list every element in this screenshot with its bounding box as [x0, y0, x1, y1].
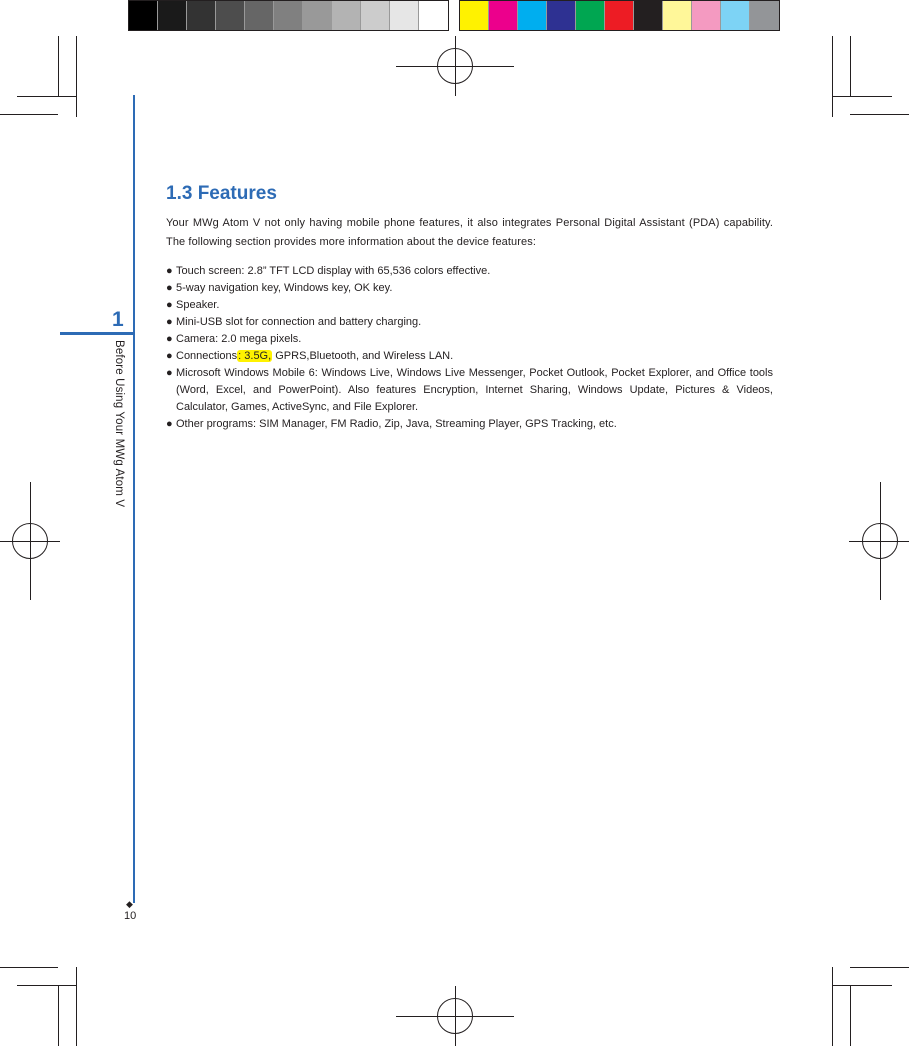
page-number: 10 [124, 910, 137, 922]
color-swatch [634, 1, 663, 30]
color-swatch [547, 1, 576, 30]
gray-swatch [303, 1, 332, 30]
target-line [455, 36, 456, 96]
grayscale-calibration-bar [128, 0, 449, 31]
chapter-title: Before Using Your MWg Atom V [113, 340, 125, 508]
bullet-icon: ● [166, 350, 173, 362]
feature-text: Microsoft Windows Mobile 6: Windows Live, Windows Live Messenger, Pocket Outlook, Pocket Explorer, and Office tools (Word, Excel, and PowerPoint). Also features Encryption, Internet Sharing, Windows Update, Pictures & Videos, Calculator, Games, ActiveSync, and File Explorer. [176, 367, 773, 413]
target-line [880, 482, 881, 600]
color-swatch [489, 1, 518, 30]
list-item-connections [166, 348, 773, 365]
color-swatch [576, 1, 605, 30]
gray-swatch [332, 1, 361, 30]
highlighted-text: : 3.5G, [238, 350, 272, 362]
color-swatch [721, 1, 750, 30]
list-item [166, 263, 773, 280]
color-swatch [692, 1, 721, 30]
feature-text: 5-way navigation key, Windows key, OK key. [176, 282, 393, 294]
crop-line [850, 36, 851, 97]
bullet-icon: ● [166, 299, 173, 311]
crop-line [76, 36, 77, 117]
bullet-icon: ● [166, 418, 173, 430]
gray-swatch [419, 1, 448, 30]
crop-line [832, 985, 892, 986]
feature-text: Speaker. [176, 299, 220, 311]
crop-line [850, 114, 909, 115]
color-swatch [518, 1, 547, 30]
gray-swatch [158, 1, 187, 30]
crop-line [850, 967, 909, 968]
chapter-tab-rule [60, 332, 135, 335]
feature-text: Camera: 2.0 mega pixels. [176, 333, 302, 345]
gray-swatch [274, 1, 303, 30]
connections-suffix: GPRS,Bluetooth, and Wireless LAN. [272, 350, 454, 362]
diamond-icon: ◆ [126, 899, 133, 909]
feature-text: Mini-USB slot for connection and battery charging. [176, 316, 422, 328]
crop-line [58, 985, 59, 1046]
chapter-number: 1 [112, 308, 124, 331]
list-item [166, 331, 773, 348]
bullet-icon: ● [166, 333, 173, 345]
crop-line [832, 36, 833, 117]
crop-line [58, 36, 59, 97]
crop-line [832, 967, 833, 1046]
color-swatch [750, 1, 779, 30]
bullet-icon: ● [166, 265, 173, 277]
list-item [166, 280, 773, 297]
target-line [849, 541, 909, 542]
main-content [166, 183, 773, 433]
gray-swatch [245, 1, 274, 30]
section-title: 1.3 Features [166, 183, 277, 204]
feature-list [166, 263, 773, 433]
crop-line [17, 985, 77, 986]
target-line [30, 482, 31, 600]
chapter-side-rule [133, 95, 135, 903]
crop-line [0, 967, 58, 968]
crop-line [850, 985, 851, 1046]
crop-line [76, 967, 77, 1046]
gray-swatch [129, 1, 158, 30]
crop-line [0, 114, 58, 115]
color-swatch [460, 1, 489, 30]
target-line [455, 986, 456, 1046]
list-item [166, 297, 773, 314]
feature-text: Touch screen: 2.8” TFT LCD display with 65,536 colors effective. [176, 265, 491, 277]
gray-swatch [187, 1, 216, 30]
bullet-icon: ● [166, 282, 173, 294]
crop-line [832, 96, 892, 97]
list-item [166, 416, 773, 433]
gray-swatch [216, 1, 245, 30]
list-item [166, 365, 773, 416]
color-swatch [605, 1, 634, 30]
feature-text: Other programs: SIM Manager, FM Radio, Zip, Java, Streaming Player, GPS Tracking, etc. [176, 418, 617, 430]
color-swatch [663, 1, 692, 30]
crop-line [17, 96, 77, 97]
bullet-icon: ● [166, 316, 173, 328]
color-calibration-bar [459, 0, 780, 31]
bullet-icon: ● [166, 367, 173, 379]
gray-swatch [361, 1, 390, 30]
gray-swatch [390, 1, 419, 30]
connections-prefix: Connections [176, 350, 238, 362]
intro-paragraph: Your MWg Atom V not only having mobile phone features, it also integrates Personal Digital Assistant (PDA) capability. The following section provides more information about the device features: [166, 217, 773, 248]
list-item [166, 314, 773, 331]
